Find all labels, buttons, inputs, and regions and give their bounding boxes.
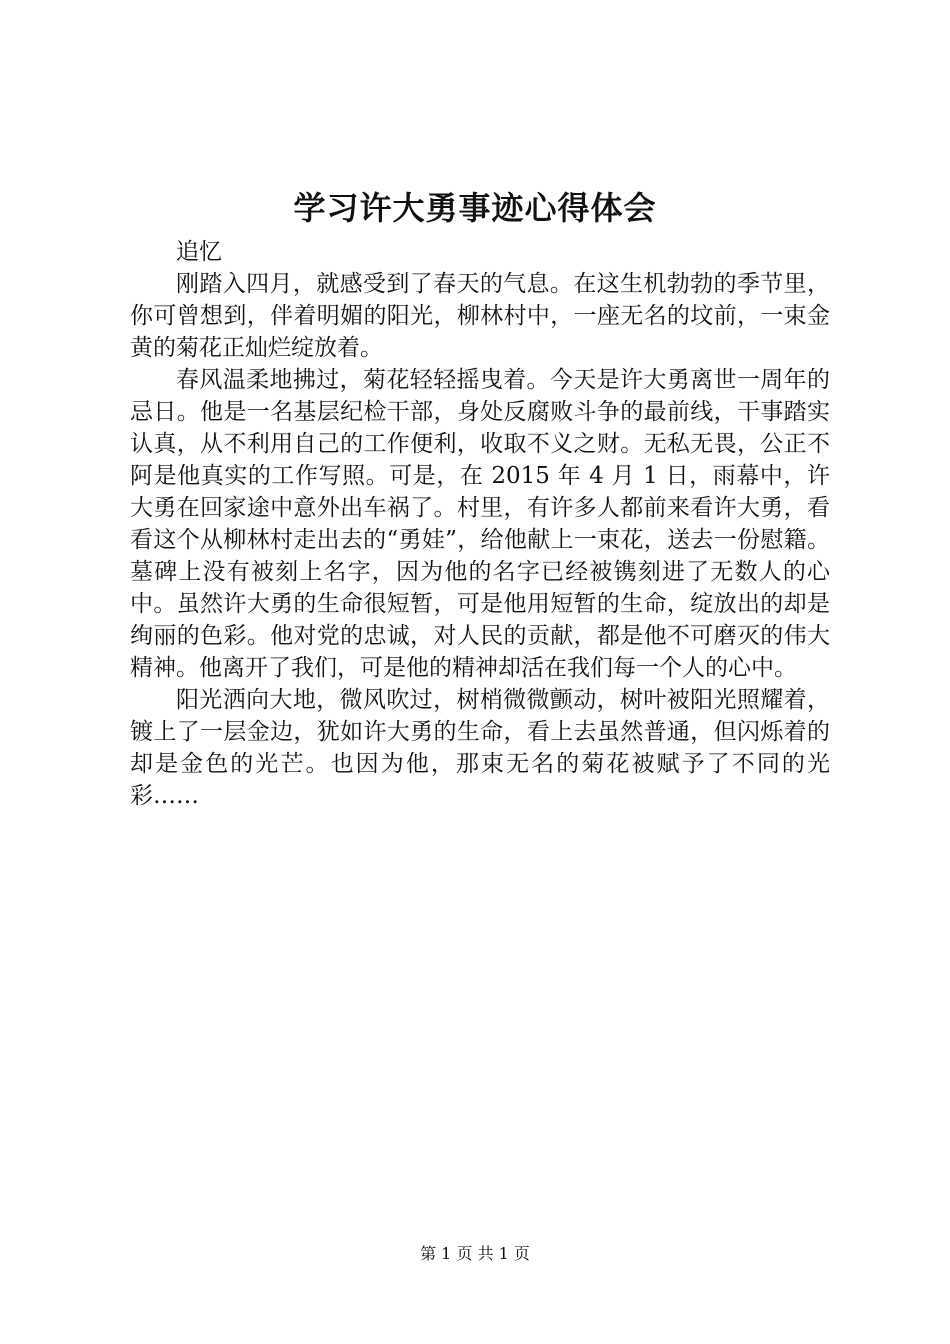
paragraph: 春风温柔地拂过，菊花轻轻摇曳着。今天是许大勇离世一周年的忌日。他是一名基层纪检干部，身处反腐败斗争的最前线，干事踏实认真，从不利用自己的工作便利，收取不义之财。无私无畏，公正不阿是他真实的工作写照。可是，在 2015 年 4 月 1 日，雨幕中，许大勇在回家途中意外出车祸了。村里，有许多人都前来看许大勇，看看这个从柳林村走出去的“勇娃”，给他献上一束花，送去一份慰籍。墓碑上没有被刻上名字，因为他的名字已经被镌刻进了无数人的心中。虽然许大勇的生命很短暂，可是他用短暂的生命，绽放出的却是绚丽的色彩。他对党的忠诚，对人民的贡献，都是他不可磨灭的伟大精神。他离开了我们，可是他的精神却活在我们每一个人的心中。 xyxy=(130,367,830,681)
paragraph: 刚踏入四月，就感受到了春天的气息。在这生机勃勃的季节里，你可曾想到，伴着明媚的阳光，柳林村中，一座无名的坟前，一束金黄的菊花正灿烂绽放着。 xyxy=(130,271,830,361)
document-title: 学习许大勇事迹心得体会 xyxy=(293,189,657,227)
document-body xyxy=(130,236,830,812)
paragraph: 阳光洒向大地，微风吹过，树梢微微颤动，树叶被阳光照耀着，镀上了一层金边，犹如许大勇的生命，看上去虽然普通，但闪烁着的却是金色的光芒。也因为他，那束无名的菊花被赋予了不同的光彩…… xyxy=(130,687,830,809)
paragraph-heading: 追忆 xyxy=(176,239,222,265)
page-footer: 第 1 页 共 1 页 xyxy=(420,1244,530,1263)
